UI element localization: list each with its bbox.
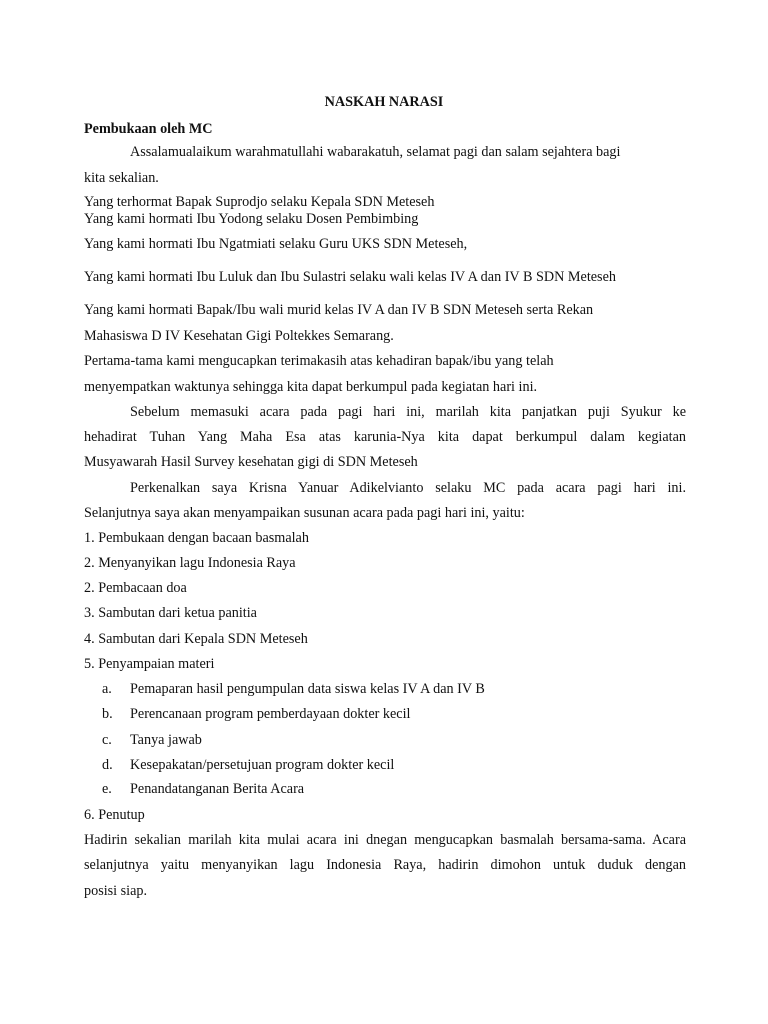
sub-item-b [84,706,686,723]
greeting-line-1: Assalamualaikum warahmatullahi wabarakatuh, selamat pagi dan salam sejahtera bagi [130,144,621,160]
closing-line-3: posisi siap. [84,883,148,899]
sub-item-c [84,732,686,749]
sub-item-e [84,781,686,798]
gratitude-line-1: Sebelum memasuki acara pada pagi hari ini, marilah kita panjatkan puji Syukur ke [130,404,686,420]
gratitude-line-3: Musyawarah Hasil Survey kesehatan gigi di SDN Meteseh [84,454,418,470]
respect-line-4: Yang kami hormati Ibu Luluk dan Ibu Sulastri selaku wali kelas IV A dan IV B SDN Meteseh [84,269,616,285]
closing-line-2: selanjutnya yaitu menyanyikan lagu Indonesia Raya, hadirin dimohon untuk duduk dengan [84,857,686,873]
agenda-item-5: 4. Sambutan dari Kepala SDN Meteseh [84,631,308,647]
document-title: NASKAH NARASI [324,94,444,110]
sub-item-text: Tanya jawab [130,732,202,748]
respect-line-1: Yang terhormat Bapak Suprodjo selaku Kepala SDN Meteseh [84,194,435,210]
sub-item-text: Kesepakatan/persetujuan program dokter kecil [130,757,395,773]
agenda-item-4: 3. Sambutan dari ketua panitia [84,605,257,621]
thanks-line-1: Pertama-tama kami mengucapkan terimakasih atas kehadiran bapak/ibu yang telah [84,353,554,369]
intro-line-2: Selanjutnya saya akan menyampaikan susunan acara pada pagi hari ini, yaitu: [84,505,525,521]
intro-line-1: Perkenalkan saya Krisna Yanuar Adikelvianto selaku MC pada acara pagi hari ini. [130,480,686,496]
sub-item-marker: c. [102,732,112,748]
agenda-item-6: 5. Penyampaian materi [84,656,215,672]
sub-item-d [84,757,686,774]
respect-line-3: Yang kami hormati Ibu Ngatmiati selaku Guru UKS SDN Meteseh, [84,236,468,252]
sub-item-marker: e. [102,781,112,797]
respect-line-5a: Yang kami hormati Bapak/Ibu wali murid kelas IV A dan IV B SDN Meteseh serta Rekan [84,302,594,318]
sub-item-text: Pemaparan hasil pengumpulan data siswa kelas IV A dan IV B [130,681,485,697]
thanks-line-2: menyempatkan waktunya sehingga kita dapat berkumpul pada kegiatan hari ini. [84,379,538,395]
sub-item-text: Perencanaan program pemberdayaan dokter kecil [130,706,411,722]
section-heading: Pembukaan oleh MC [84,121,213,137]
sub-item-marker: b. [102,706,113,722]
agenda-item-2: 2. Menyanyikan lagu Indonesia Raya [84,555,296,571]
greeting-line-2: kita sekalian. [84,170,159,186]
gratitude-line-2: hehadirat Tuhan Yang Maha Esa atas karunia-Nya kita dapat berkumpul dalam kegiatan [84,429,686,445]
sub-item-text: Penandatanganan Berita Acara [130,781,305,797]
agenda-item-final: 6. Penutup [84,807,145,823]
sub-item-a [84,681,686,698]
agenda-item-1: 1. Pembukaan dengan bacaan basmalah [84,530,309,546]
sub-item-marker: a. [102,681,112,697]
respect-line-5b: Mahasiswa D IV Kesehatan Gigi Poltekkes Semarang. [84,328,394,344]
respect-line-2: Yang kami hormati Ibu Yodong selaku Dosen Pembimbing [84,211,419,227]
sub-item-marker: d. [102,757,113,773]
closing-line-1: Hadirin sekalian marilah kita mulai acara ini dnegan mengucapkan basmalah bersama-sama. Acara [84,832,686,848]
agenda-item-3: 2. Pembacaan doa [84,580,187,596]
